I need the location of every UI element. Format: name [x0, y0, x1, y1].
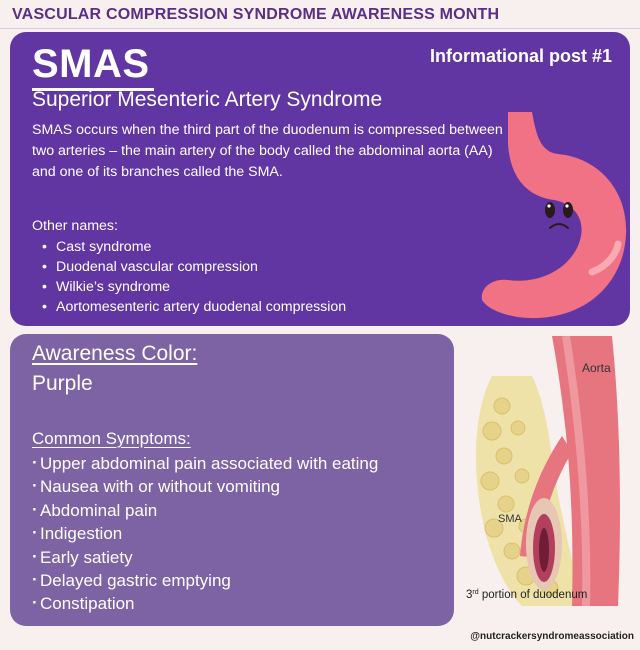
credit-handle: @nutcrackersyndromeassociation: [470, 631, 634, 642]
duodenum-label: 3rd portion of duodenum: [466, 589, 588, 601]
aorta-label: Aorta: [582, 361, 611, 375]
post-label: Informational post #1: [429, 46, 612, 66]
sma-label: SMA: [498, 513, 522, 525]
symptom-item: · Nausea with or without vomiting: [32, 475, 378, 498]
full-name-subtitle: Superior Mesenteric Artery Syndrome: [32, 88, 383, 111]
awareness-color-value: Purple: [32, 372, 93, 395]
smas-title: SMAS: [32, 42, 150, 86]
awareness-panel: [10, 334, 454, 626]
description-text: SMAS occurs when the third part of the duodenum is compressed between two arteries – the main artery of the body called the abdominal aorta (AA) and one of its branches called the SMA.: [32, 122, 503, 180]
other-name-item: • Cast syndrome: [32, 237, 346, 257]
symptom-item: · Upper abdominal pain associated with eating: [32, 452, 378, 475]
awareness-color-heading: Awareness Color:: [32, 342, 198, 365]
symptom-item: · Early satiety: [32, 546, 378, 569]
other-names-heading: Other names:: [32, 218, 118, 234]
symptom-item: · Indigestion: [32, 522, 378, 545]
anatomy-illustration: [462, 336, 632, 616]
other-names-list: [32, 237, 346, 317]
header-title: VASCULAR COMPRESSION SYNDROME AWARENESS MONTH: [12, 6, 500, 23]
symptoms-list: [32, 452, 378, 616]
symptoms-heading: Common Symptoms:: [32, 429, 191, 448]
other-name-item: • Wilkie’s syndrome: [32, 277, 346, 297]
other-name-item: • Duodenal vascular compression: [32, 257, 346, 277]
sad-stomach-illustration: [480, 104, 630, 324]
other-name-item: • Aortomesenteric artery duodenal compression: [32, 297, 346, 317]
symptom-item: · Abdominal pain: [32, 499, 378, 522]
symptom-item: · Constipation: [32, 592, 378, 615]
header-divider: [0, 28, 640, 29]
symptom-item: · Delayed gastric emptying: [32, 569, 378, 592]
smas-info-panel: [10, 32, 630, 326]
